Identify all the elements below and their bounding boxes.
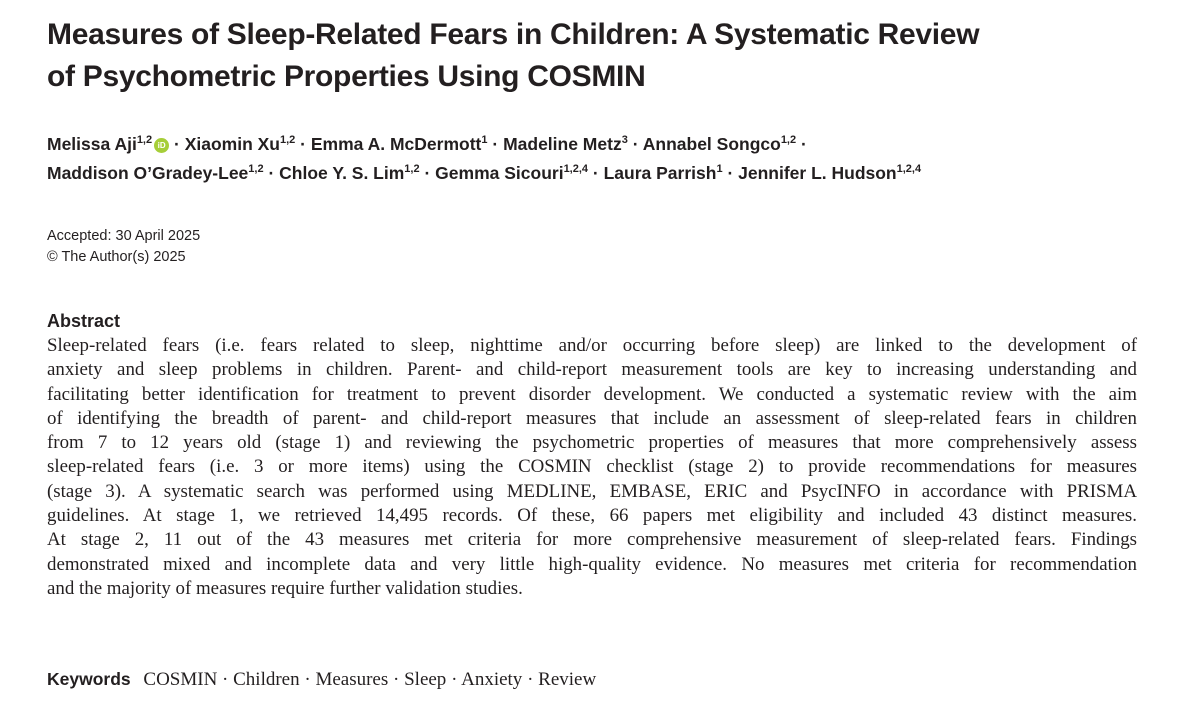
abstract-heading: Abstract — [47, 311, 121, 331]
article-metadata — [47, 226, 200, 268]
author-affiliation: 1 — [716, 163, 723, 175]
keywords-label: Keywords — [47, 669, 131, 689]
author-separator: · — [424, 163, 431, 183]
abstract-line: facilitating better identification for treatment to prevent disorder development. We conducted a systematic review with the aim — [47, 383, 1137, 405]
author-affiliation: 1,2,4 — [563, 163, 589, 175]
author-affiliation: 1,2 — [780, 134, 797, 146]
author-separator: · — [800, 134, 807, 154]
author-list — [47, 130, 1157, 188]
author-affiliation: 1,2,4 — [896, 163, 922, 175]
author-affiliation: 1,2 — [248, 163, 264, 175]
author-name[interactable]: Annabel Songco — [642, 134, 781, 154]
author-affiliation: 1 — [481, 134, 488, 146]
abstract-line: anxiety and sleep problems in children. Parent- and child-report measurement tools are key to increasing understanding and — [47, 359, 1137, 381]
author-name[interactable]: Xiaomin Xu — [184, 134, 280, 154]
abstract-line: demonstrated mixed and incomplete data and very little high-quality evidence. No measures met criteria for recommendation — [47, 553, 1137, 575]
keyword-separator: · — [304, 669, 311, 690]
keyword-separator: · — [393, 669, 400, 690]
abstract-line: At stage 2, 11 out of the 43 measures met criteria for more comprehensive measurement of sleep-related fears. Findings — [47, 529, 1137, 551]
author-name[interactable]: Emma A. McDermott — [310, 134, 482, 154]
keyword[interactable]: COSMIN — [143, 669, 218, 690]
author-name[interactable]: Madeline Metz — [503, 134, 622, 154]
author-separator: · — [632, 134, 639, 154]
abstract-line: and the majority of measures require further validation studies. — [47, 577, 523, 599]
abstract-line: Sleep-related fears (i.e. fears related to sleep, nighttime and/or occurring before sleep) are linked to the development of — [47, 335, 1137, 356]
copyright-notice: © The Author(s) 2025 — [47, 249, 186, 265]
author-separator: · — [492, 134, 499, 154]
author-name[interactable]: Jennifer L. Hudson — [738, 163, 897, 183]
author-name[interactable]: Chloe Y. S. Lim — [279, 163, 405, 183]
author-name[interactable]: Gemma Sicouri — [435, 163, 564, 183]
author-affiliation: 1,2 — [136, 134, 153, 146]
author-separator: · — [592, 163, 599, 183]
abstract-line: from 7 to 12 years old (stage 1) and reviewing the psychometric properties of measures that more comprehensively assess — [47, 432, 1137, 454]
keyword-separator: · — [451, 669, 458, 690]
author-affiliation: 1,2 — [279, 134, 296, 146]
author-line-1 — [47, 130, 1157, 159]
author-affiliation: 1,2 — [404, 163, 420, 175]
keyword[interactable]: Sleep — [404, 669, 447, 690]
title-line-2: of Psychometric Properties Using COSMIN — [47, 60, 646, 93]
author-name[interactable]: Melissa Aji — [47, 134, 137, 154]
author-separator: · — [300, 134, 306, 154]
abstract-line: sleep-related fears (i.e. 3 or more items) using the COSMIN checklist (stage 2) to provide recommendations for measures — [47, 456, 1137, 478]
keyword[interactable]: Anxiety — [461, 669, 523, 690]
article-title — [47, 14, 1047, 98]
keywords — [47, 667, 596, 692]
keyword[interactable]: Children — [233, 669, 300, 690]
author-separator: · — [268, 163, 275, 183]
author-line-2 — [47, 159, 1157, 188]
abstract-line: guidelines. At stage 1, we retrieved 14,495 records. Of these, 66 papers met eligibility and included 43 distinct measures. — [47, 505, 1137, 527]
keyword-separator: · — [527, 669, 534, 690]
author-affiliation: 3 — [621, 134, 628, 146]
author-separator: · — [173, 134, 180, 154]
keyword-separator: · — [222, 669, 229, 690]
accepted-date: Accepted: 30 April 2025 — [47, 228, 201, 244]
abstract-line: of identifying the breadth of parent- and child-report measures that include an assessment of sleep-related fears in children — [47, 407, 1137, 429]
author-name[interactable]: Laura Parrish — [603, 163, 717, 183]
author-name[interactable]: Maddison O’Gradey-Lee — [47, 163, 249, 183]
abstract-body — [47, 334, 1137, 601]
keyword[interactable]: Review — [538, 669, 597, 690]
orcid-icon[interactable]: iD — [154, 138, 169, 153]
abstract-line: (stage 3). A systematic search was performed using MEDLINE, EMBASE, ERIC and PsycINFO in accordance with PRISMA — [47, 480, 1137, 502]
title-line-1: Measures of Sleep-Related Fears in Children: A Systematic Review — [47, 18, 980, 51]
keyword[interactable]: Measures — [315, 669, 389, 690]
author-separator: · — [727, 163, 734, 183]
